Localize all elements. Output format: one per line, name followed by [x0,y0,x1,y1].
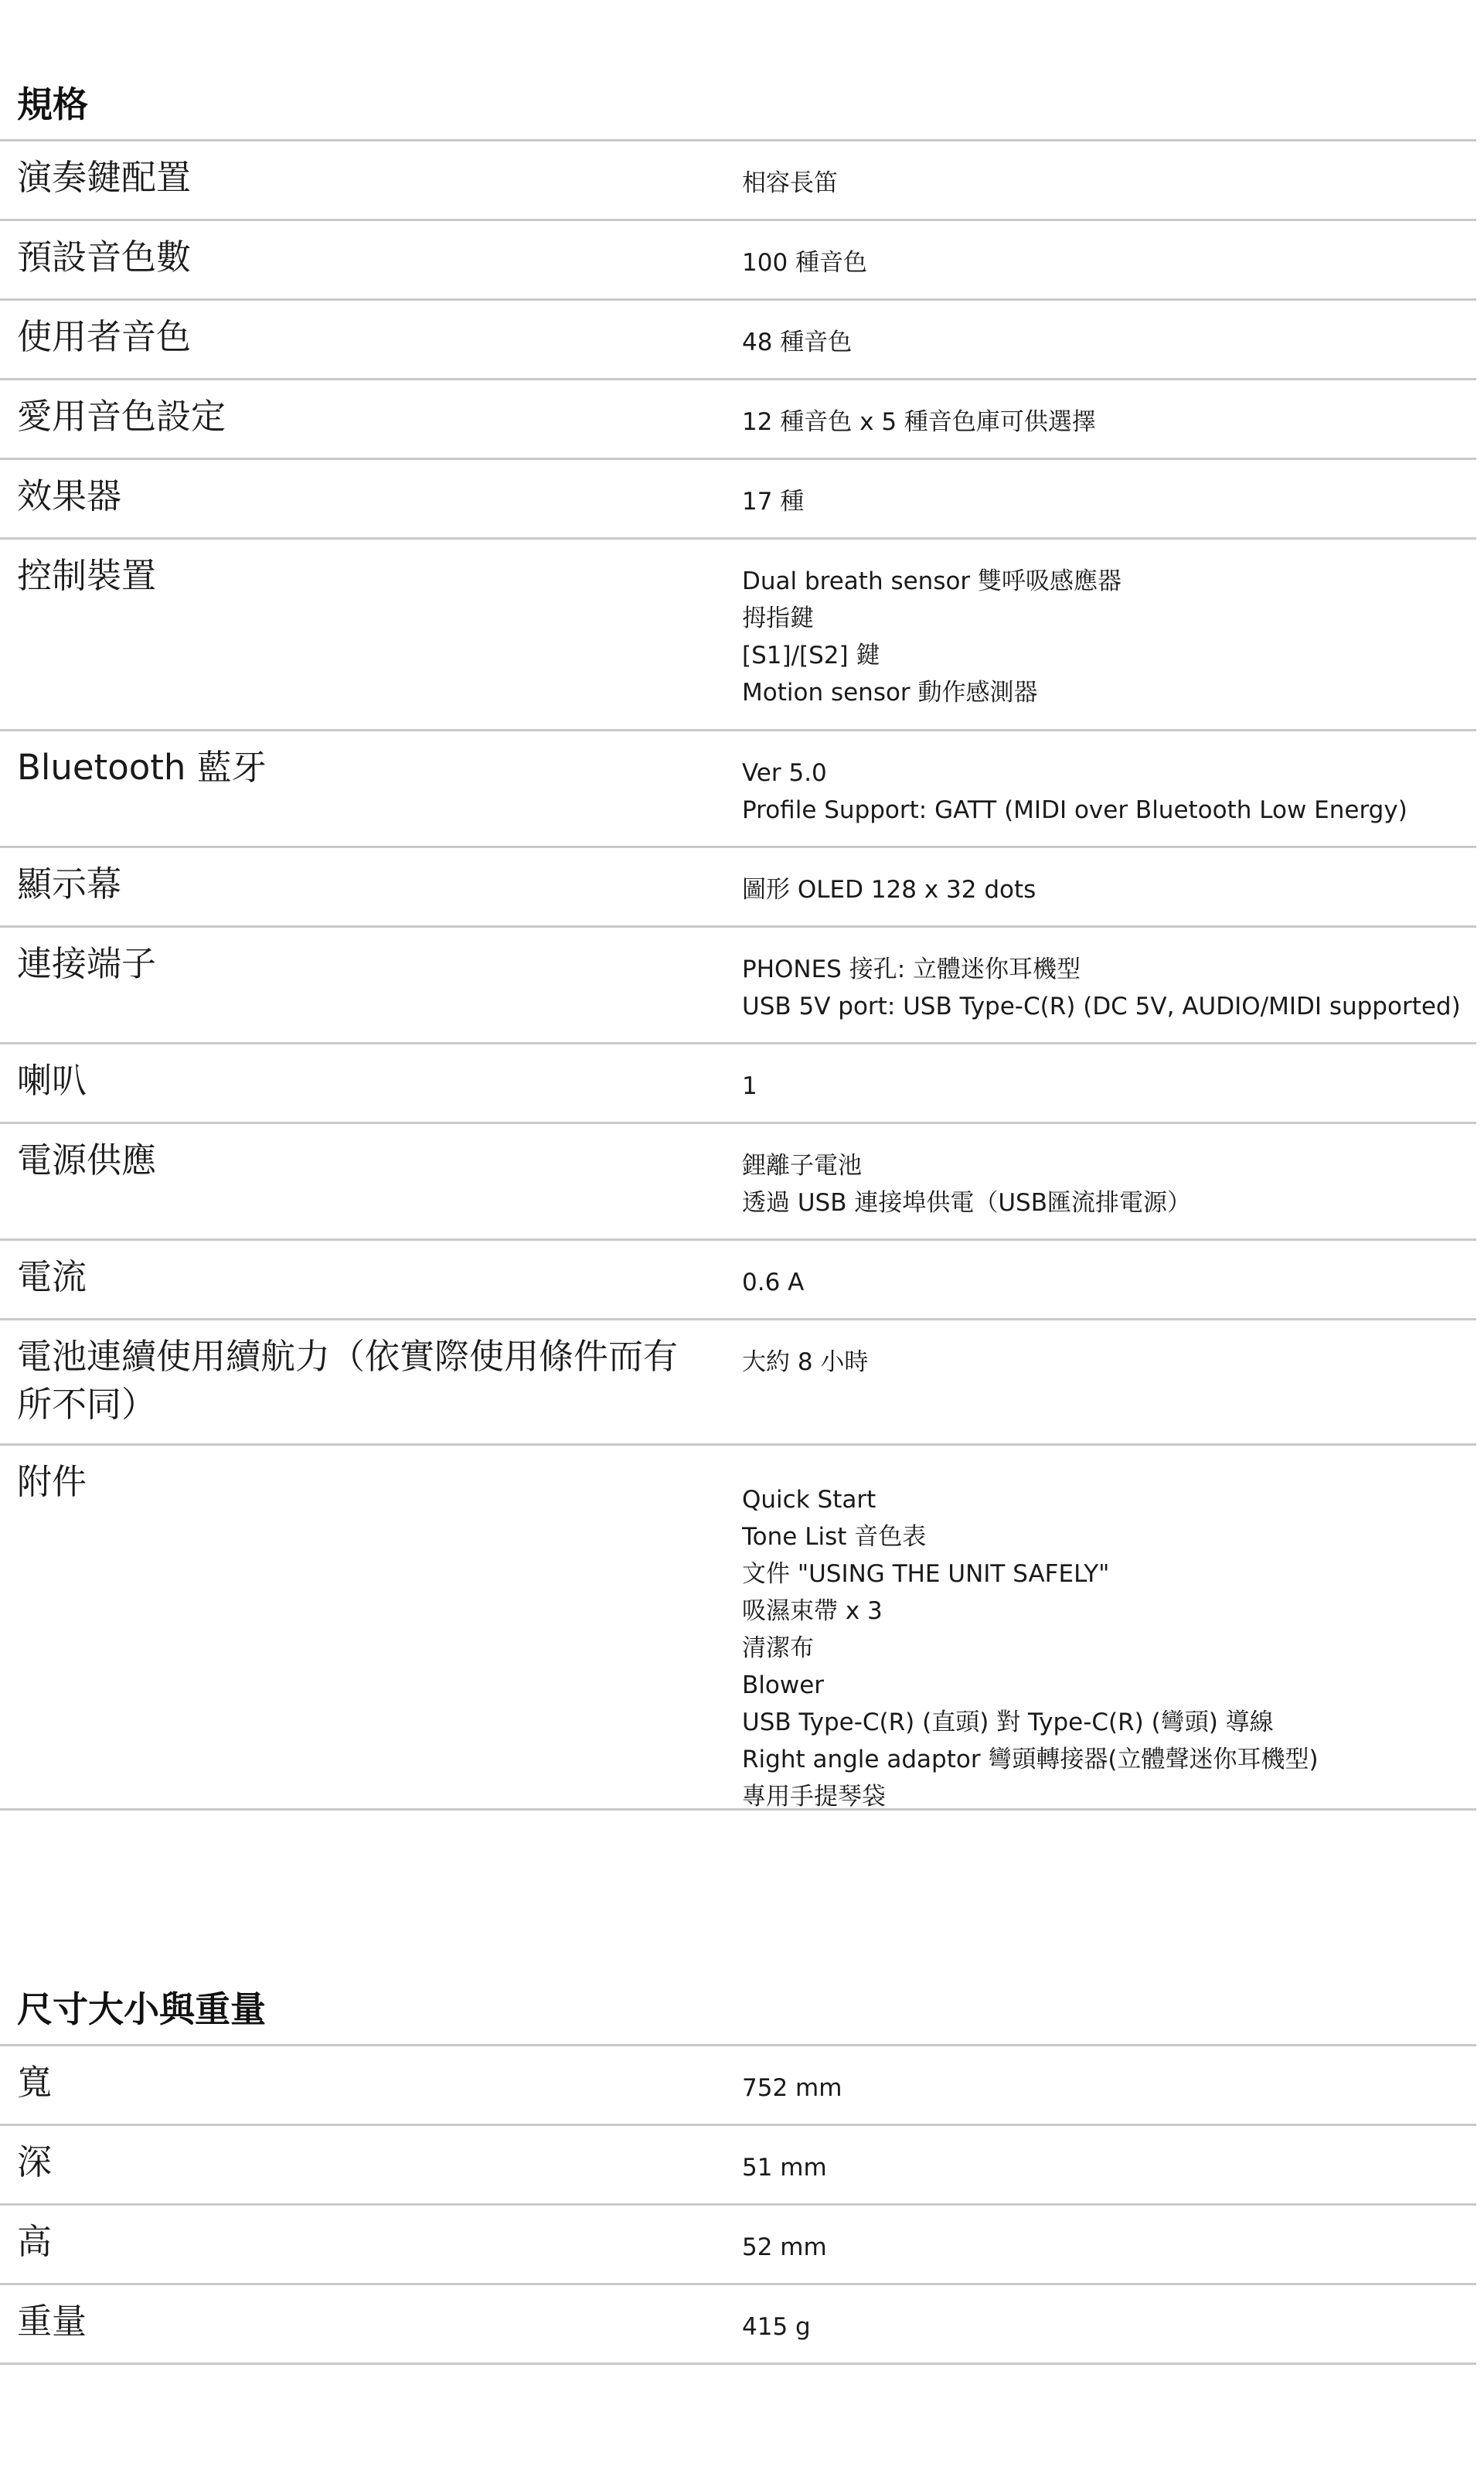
spec-label: 效果器 [17,475,122,516]
spec-value [742,540,1476,711]
spec-value [742,1124,1476,1221]
spec-value-line: 17 種 [742,488,805,516]
spec-value [742,141,1476,202]
spec-value [742,731,1476,829]
spec-value-line: 1 [742,1072,757,1100]
spec-table [0,139,1476,1811]
spec-row [0,540,1476,731]
spec-value-line: [S1]/[S2] 鍵 [742,642,880,669]
spec-label: 深 [17,2141,53,2182]
spec-label: 使用者音色 [17,316,192,357]
spec-value [742,928,1476,1025]
spec-value-line: PHONES 接孔: 立體迷你耳機型 [742,956,1081,983]
spec-value-line: 文件 "USING THE UNIT SAFELY" [742,1560,1110,1588]
size-row [0,2126,1476,2206]
spec-value-line: Ver 5.0 [742,759,827,787]
spec-value-line: 專用手提琴袋 [742,1783,886,1811]
spec-row [0,1044,1476,1124]
spec-value-line: 拇指鍵 [742,605,814,632]
spec-label: 附件 [17,1461,87,1502]
spec-value-line: 0.6 A [742,1269,805,1296]
spec-value-line: 清潔布 [742,1634,814,1662]
spec-label: 高 [17,2221,53,2262]
spec-row [0,1320,1476,1446]
spec-label: 寬 [17,2062,53,2103]
spec-value [742,380,1476,441]
spec-value-line: 415 g [742,2313,811,2341]
spec-row [0,141,1476,221]
spec-value-line: Right angle adaptor 彎頭轉接器(立體聲迷你耳機型) [742,1746,1319,1773]
spec-row [0,460,1476,540]
spec-label: 連接端子 [17,943,157,984]
spec-label: 電池連續使用續航力（依實際使用條件而有所不同） [17,1336,679,1425]
spec-label: 演奏鍵配置 [17,157,192,198]
spec-label: 顯示幕 [17,864,122,905]
spec-row [0,928,1476,1044]
size-row [0,2206,1476,2285]
spec-value-line: 鋰離子電池 [742,1152,862,1180]
spec-value-line: Blower [742,1671,825,1699]
spec-value-line [742,1469,1476,1481]
size-row [0,2046,1476,2126]
spec-label: 喇叭 [17,1060,87,1101]
spec-value-line: 透過 USB 連接埠供電（USB匯流排電源） [742,1189,1191,1217]
spec-row [0,1446,1476,1811]
spec-value-line: 752 mm [742,2074,842,2102]
spec-value [742,848,1476,908]
spec-label: 愛用音色設定 [17,396,226,437]
spec-row [0,301,1476,380]
spec-value-line: 52 mm [742,2233,827,2261]
spec-value-line: USB 5V port: USB Type-C(R) (DC 5V, AUDIO/MIDI supported) [742,993,1461,1020]
spec-label: 電源供應 [17,1140,157,1180]
spec-value [742,460,1476,520]
spec-label: 重量 [17,2301,87,2342]
spec-heading: 規格 [17,83,88,125]
spec-value-line: 吸濕束帶 x 3 [742,1597,883,1625]
spec-value [742,1446,1476,1815]
spec-value-line: 51 mm [742,2154,827,2182]
spec-value [742,221,1476,281]
spec-value-line: Profile Support: GATT (MIDI over Bluetooth Low Energy) [742,796,1407,824]
spec-row [0,1241,1476,1320]
spec-label: 預設音色數 [17,237,192,278]
spec-label: 控制裝置 [17,555,157,596]
spec-value [742,301,1476,361]
spec-row [0,380,1476,460]
spec-value [742,2285,1476,2346]
spec-value-line: 12 種音色 x 5 種音色庫可供選擇 [742,408,1096,436]
spec-value-line: Quick Start [742,1486,876,1514]
spec-label: Bluetooth 藍牙 [17,747,267,788]
spec-value-line: Dual breath sensor 雙呼吸感應器 [742,567,1122,595]
spec-value [742,2206,1476,2266]
spec-value-line: 相容長笛 [742,169,838,197]
size-weight-table [0,2044,1476,2365]
spec-value-line: 圖形 OLED 128 x 32 dots [742,876,1036,904]
spec-value-line: Motion sensor 動作感測器 [742,679,1038,707]
spec-label: 電流 [17,1256,87,1297]
spec-value-line: USB Type-C(R) (直頭) 對 Type-C(R) (彎頭) 導線 [742,1709,1274,1736]
spec-value [742,1320,1476,1381]
spec-value-line: 大約 8 小時 [742,1348,869,1376]
spec-value [742,1241,1476,1301]
spec-row [0,848,1476,928]
spec-value [742,2046,1476,2107]
spec-value-line: 100 種音色 [742,249,868,277]
size-row [0,2285,1476,2365]
spec-value-line: Tone List 音色表 [742,1523,927,1551]
spec-row [0,731,1476,848]
spec-value-line: 48 種音色 [742,329,853,356]
size-weight-heading: 尺寸大小與重量 [17,1988,266,2030]
spec-row [0,221,1476,301]
spec-value [742,2126,1476,2186]
spec-row [0,1124,1476,1241]
spec-value [742,1044,1476,1105]
